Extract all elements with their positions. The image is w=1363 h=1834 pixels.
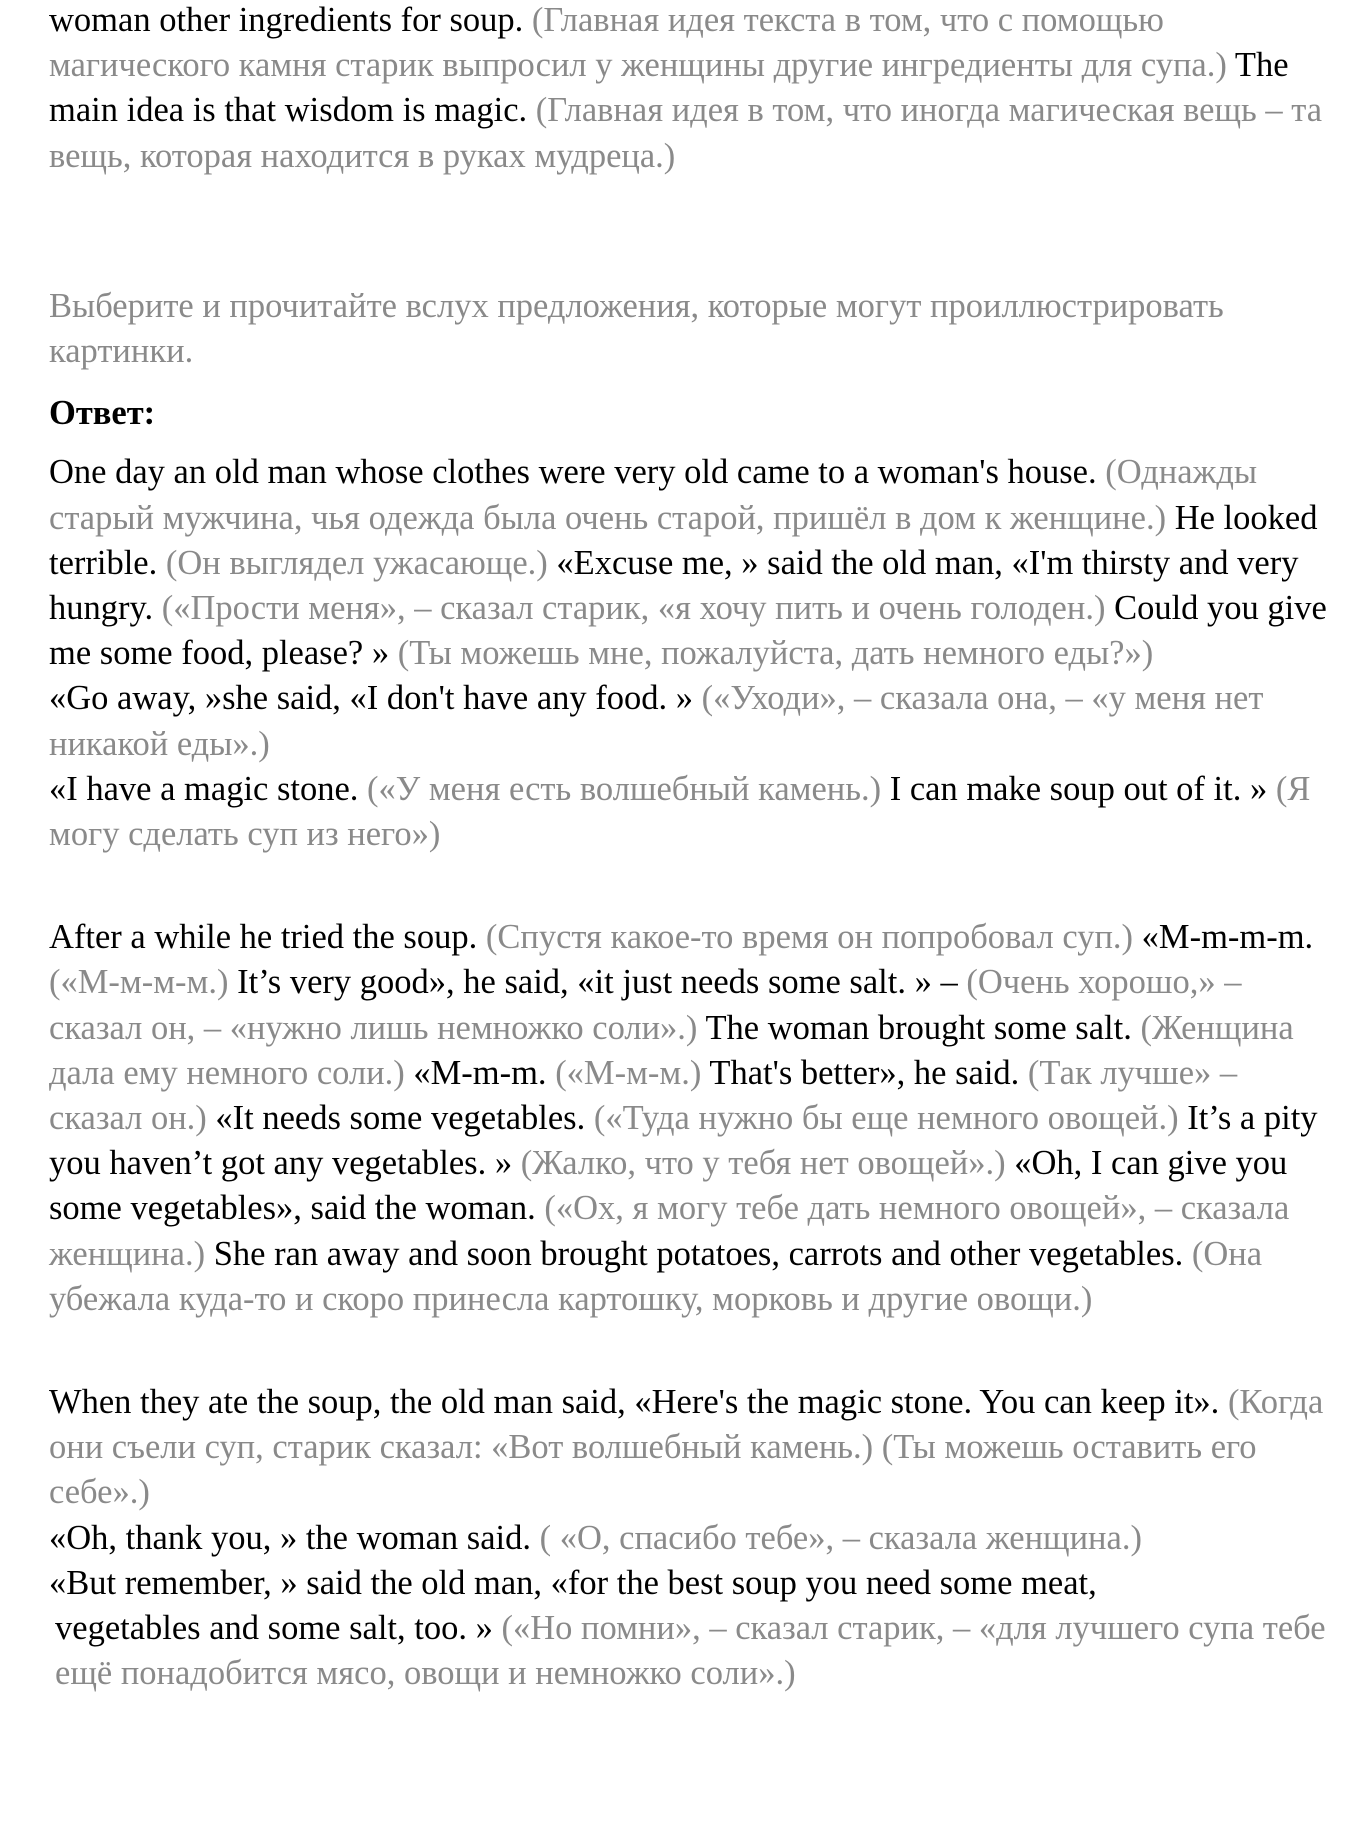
intro-translation-ru-2: (Главная идея в том, что иногда магическая вещь – та вещь, которая находится в руках мудреца.) bbox=[49, 91, 1323, 175]
sentence-en: «Oh, I can give you some vegetables», said the woman. bbox=[49, 1144, 1288, 1228]
sentence-en: That's better», he said. bbox=[709, 1053, 1020, 1092]
translation-ru: (Однажды старый мужчина, чья одежда была очень старой, пришёл в дом к женщине.) bbox=[49, 453, 1258, 537]
sentence-en: One day an old man whose clothes were very old came to a woman's house. bbox=[49, 453, 1097, 492]
spacer bbox=[49, 1322, 1339, 1380]
sentence-en: «Go away, »she said, «I don't have any food. » bbox=[49, 679, 693, 718]
spacer bbox=[49, 179, 1339, 284]
sentence-en: Could you give me some food, please? » bbox=[49, 589, 1327, 673]
translation-ru: (Жалко, что у тебя нет овощей».) bbox=[520, 1144, 1006, 1183]
translation-ru: («Туда нужно бы еще немного овощей.) bbox=[593, 1099, 1179, 1138]
sentence-en: He looked terrible. bbox=[49, 498, 1318, 582]
story-paragraph-1 bbox=[49, 450, 1339, 676]
sentence-en: «I have a magic stone. bbox=[49, 769, 359, 808]
story-line bbox=[49, 1561, 1339, 1606]
translation-ru: (Ты можешь оставить его себе».) bbox=[49, 1428, 1257, 1512]
sentence-en: The woman brought some salt. bbox=[705, 1008, 1132, 1047]
translation-ru: («Прости меня», – сказал старик, «я хочу пить и очень голоден.) bbox=[161, 589, 1106, 628]
sentence-en: After a while he tried the soup. bbox=[49, 918, 478, 957]
sentence-en: «M-m-m-m. bbox=[1141, 918, 1314, 957]
story-line bbox=[49, 767, 1339, 857]
translation-ru: («М-м-м-м.) bbox=[49, 963, 229, 1002]
sentence-en: «But remember, » said the old man, «for the best soup you need some meat, bbox=[49, 1563, 1097, 1602]
story-line bbox=[49, 1516, 1339, 1561]
intro-paragraph bbox=[49, 0, 1339, 179]
translation-ru: ( «О, спасибо тебе», – сказала женщина.) bbox=[539, 1518, 1142, 1557]
sentence-en: «M-m-m. bbox=[413, 1053, 547, 1092]
sentence-en: «Oh, thank you, » the woman said. bbox=[49, 1518, 531, 1557]
story-line bbox=[49, 676, 1339, 766]
translation-ru: (Очень хорошо,» – сказал он, – «нужно лишь немножко соли».) bbox=[49, 963, 1242, 1047]
translation-ru: (Спустя какое-то время он попробовал суп.) bbox=[485, 918, 1134, 957]
translation-ru: («Но помни», – сказал старик, – «для лучшего супа тебе ещё понадобится мясо, овощи и немножко соли».) bbox=[55, 1609, 1326, 1693]
sentence-en: It’s very good», he said, «it just needs some salt. » – bbox=[237, 963, 958, 1002]
spacer bbox=[49, 857, 1339, 915]
answer-label: Ответ: bbox=[49, 394, 156, 433]
intro-sentence-en-2: The main idea is that wisdom is magic. bbox=[49, 46, 1289, 130]
intro-sentence-en-1: woman other ingredients for soup. bbox=[49, 1, 524, 39]
story-paragraph-3 bbox=[49, 1380, 1339, 1516]
sentence-en: «Excuse me, » said the old man, «I'm thirsty and very hungry. bbox=[49, 543, 1299, 628]
task-prompt: Выберите и прочитайте вслух предложения, которые могут проиллюстрировать картинки. bbox=[49, 286, 1224, 371]
translation-ru: («М-м-м.) bbox=[555, 1053, 702, 1092]
story-paragraph-2 bbox=[49, 915, 1339, 1322]
translation-ru: (Женщина дала ему немного соли.) bbox=[49, 1008, 1294, 1092]
translation-ru: (Она убежала куда-то и скоро принесла картошку, морковь и другие овощи.) bbox=[49, 1234, 1263, 1318]
sentence-en: She ran away and soon brought potatoes, carrots and other vegetables. bbox=[213, 1234, 1184, 1273]
translation-ru: (Когда они съели суп, старик сказал: «Вот волшебный камень.) bbox=[49, 1383, 1324, 1467]
translation-ru: (Он выглядел ужасающе.) bbox=[165, 543, 548, 582]
sentence-en: When they ate the soup, the old man said, «Here's the magic stone. You can keep it». bbox=[49, 1383, 1220, 1422]
translation-ru: («У меня есть волшебный камень.) bbox=[367, 769, 882, 808]
translation-ru: (Я могу сделать суп из него») bbox=[49, 769, 1311, 854]
translation-ru: (Так лучше» – сказал он.) bbox=[49, 1053, 1238, 1138]
translation-ru: («Ох, я могу тебе дать немного овощей», – сказала женщина.) bbox=[49, 1189, 1290, 1273]
sentence-en: I can make soup out of it. » bbox=[889, 769, 1268, 808]
intro-translation-ru-1: (Главная идея текста в том, что с помощью магического камня старик выпросил у женщины другие ингредиенты для супа.) bbox=[49, 1, 1227, 85]
story-line bbox=[49, 1606, 1339, 1696]
translation-ru: («Уходи», – сказала она, – «у меня нет никакой еды».) bbox=[49, 679, 1264, 763]
sentence-en: «It needs some vegetables. bbox=[215, 1099, 586, 1138]
document-page bbox=[49, 0, 1339, 1697]
sentence-en: It’s a pity you haven’t got any vegetables. » bbox=[49, 1099, 1318, 1183]
translation-ru: (Ты можешь мне, пожалуйста, дать немного еды?») bbox=[397, 634, 1154, 673]
sentence-en: vegetables and some salt, too. » bbox=[55, 1609, 493, 1648]
